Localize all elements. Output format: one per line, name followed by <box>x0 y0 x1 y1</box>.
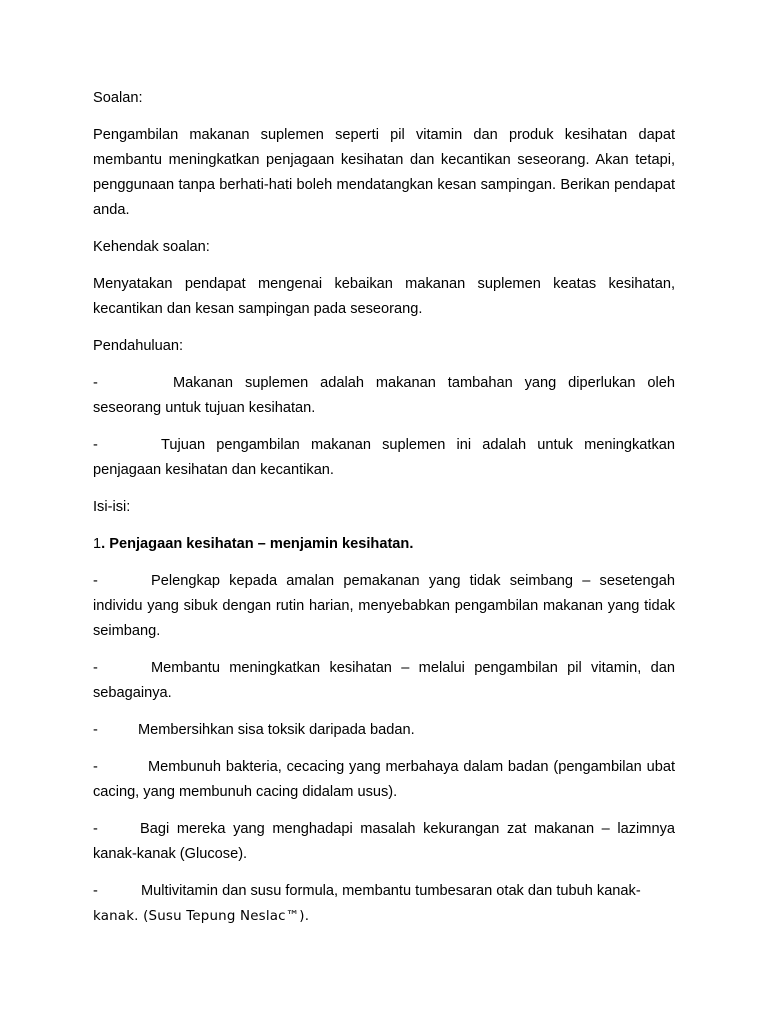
dash-marker: - <box>93 883 98 899</box>
section-point <box>93 755 675 805</box>
section-heading <box>93 532 675 557</box>
section-point-text: Membersihkan sisa toksik daripada badan. <box>138 722 415 738</box>
section-point <box>93 817 675 867</box>
section-point <box>93 569 675 644</box>
section-point-continuation: kanak. (Susu Tepung Neslac™). <box>93 909 310 924</box>
kehendak-text: Menyatakan pendapat mengenai kebaikan makanan suplemen keatas kesihatan, kecantikan dan kesan sampingan pada seseorang. <box>93 276 675 317</box>
pendahuluan-label: Pendahuluan: <box>93 338 184 354</box>
section-title: . Penjagaan kesihatan – menjamin kesihatan. <box>101 536 414 552</box>
section-number: 1 <box>93 536 102 552</box>
dash-marker: - <box>93 759 98 775</box>
dash-marker: - <box>93 821 98 837</box>
dash-marker: - <box>93 375 98 391</box>
soalan-text: Pengambilan makanan suplemen seperti pil vitamin dan produk kesihatan dapat membantu meningkatkan penjagaan kesihatan dan kecantikan seseorang. Akan tetapi, penggunaan tanpa berhati-hati boleh mendatangkan kesan sampingan. Berikan pendapat anda. <box>93 127 675 218</box>
isi-label: Isi-isi: <box>93 499 131 515</box>
section-point-text: Bagi mereka yang menghadapi masalah kekurangan zat makanan – lazimnya kanak-kanak (Glucose). <box>93 821 675 862</box>
dash-marker: - <box>93 437 98 453</box>
document-page <box>93 86 675 929</box>
pendahuluan-point-text: Makanan suplemen adalah makanan tambahan yang diperlukan oleh seseorang untuk tujuan kesihatan. <box>93 375 675 416</box>
dash-marker: - <box>93 722 98 738</box>
section-point-text: Pelengkap kepada amalan pemakanan yang tidak seimbang – sesetengah individu yang sibuk dengan rutin harian, menyebabkan pengambilan makanan yang tidak seimbang. <box>93 573 675 639</box>
dash-marker: - <box>93 573 98 589</box>
section-point-text: Multivitamin dan susu formula, membantu tumbesaran otak dan tubuh kanak- <box>141 883 641 899</box>
kehendak-label: Kehendak soalan: <box>93 239 210 255</box>
pendahuluan-point <box>93 371 675 421</box>
pendahuluan-point <box>93 433 675 483</box>
section-point <box>93 656 675 706</box>
section-point <box>93 879 675 929</box>
pendahuluan-point-text: Tujuan pengambilan makanan suplemen ini adalah untuk meningkatkan penjagaan kesihatan dan kecantikan. <box>93 437 675 478</box>
soalan-label: Soalan: <box>93 90 143 106</box>
section-point <box>93 718 675 743</box>
section-point-text: Membunuh bakteria, cecacing yang merbahaya dalam badan (pengambilan ubat cacing, yang membunuh cacing didalam usus). <box>93 759 675 800</box>
section-point-text: Membantu meningkatkan kesihatan – melalui pengambilan pil vitamin, dan sebagainya. <box>93 660 675 701</box>
dash-marker: - <box>93 660 98 676</box>
